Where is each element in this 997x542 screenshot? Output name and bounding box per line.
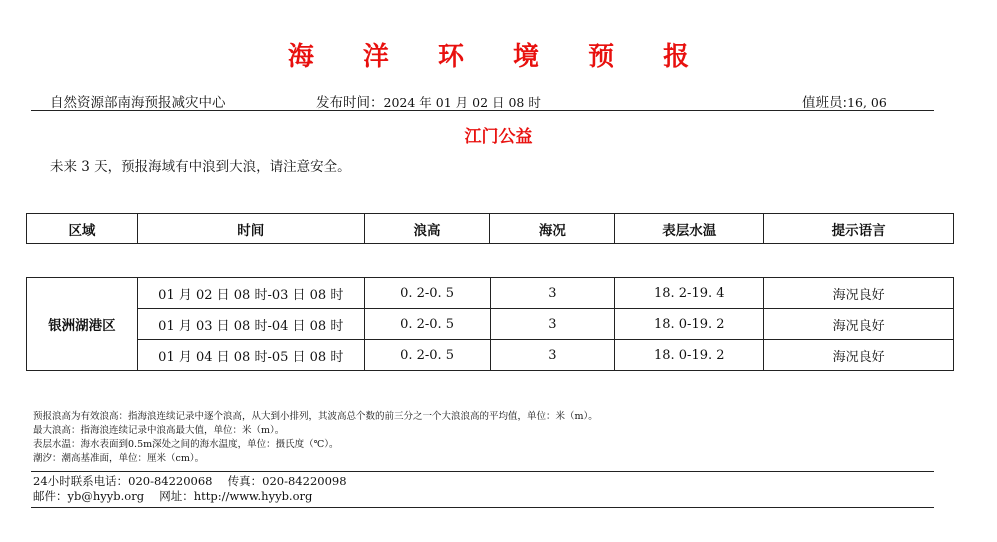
footnote-surface-temp: 表层水温：海水表面到0.5m深处之间的海水温度，单位：摄氏度（℃）。	[33, 439, 339, 450]
sea-state-cell: 3	[490, 340, 615, 371]
footnotes	[33, 410, 598, 466]
time-cell: 01 月 02 日 08 时-03 日 08 时	[137, 278, 364, 309]
duty-officer-colon: :	[842, 95, 848, 111]
issue-time-label: 发布时间	[316, 95, 370, 111]
location-subtitle: 江门公益	[464, 127, 533, 147]
contact-email-website: 邮件：yb@hyyb.org 网址：http://www.hyyb.org	[33, 489, 313, 503]
region-cell: 银洲湖港区	[27, 278, 138, 371]
footnote-wave-height: 预报浪高为有效浪高：指海浪连续记录中逐个浪高，从大到小排列，其波高总个数的前三分之一个大浪浪高的平均值，单位：米（m）。	[33, 411, 598, 422]
forecast-summary: 未来 3 天，预报海域有中浪到大浪，请注意安全。	[50, 159, 351, 175]
wave-height-cell: 0. 2-0. 5	[364, 278, 490, 309]
header-sea-state: 海况	[490, 214, 615, 244]
time-cell: 01 月 04 日 08 时-05 日 08 时	[137, 340, 364, 371]
issuing-organization: 自然资源部南海预报减灾中心	[50, 95, 226, 111]
footer-bottom-rule	[31, 507, 934, 508]
duty-officer-label: 值班员	[802, 95, 843, 111]
issue-time-value: 2024 年 01 月 02 日 08 时	[383, 95, 541, 110]
issue-time	[316, 91, 541, 111]
duty-officer-value: 16, 06	[847, 95, 887, 110]
sea-state-cell: 3	[490, 309, 615, 340]
issue-time-colon: ：	[370, 95, 384, 111]
forecast-table	[26, 277, 954, 371]
header-divider	[31, 110, 934, 111]
header-time: 时间	[137, 214, 364, 244]
table-row	[27, 278, 954, 309]
contact-phone-fax: 24小时联系电话：020-84220068 传真：020-84220098	[33, 474, 347, 488]
wave-height-cell: 0. 2-0. 5	[364, 340, 490, 371]
wave-height-cell: 0. 2-0. 5	[364, 309, 490, 340]
header-region: 区域	[27, 214, 138, 244]
header-advisory: 提示语言	[764, 214, 954, 244]
advisory-cell: 海况良好	[764, 278, 954, 309]
footnote-max-wave: 最大浪高：指海浪连续记录中浪高最大值，单位：米（m）。	[33, 425, 285, 436]
surface-temp-cell: 18. 0-19. 2	[615, 309, 764, 340]
page-title: 海 洋 环 境 预 报	[287, 42, 710, 72]
surface-temp-cell: 18. 0-19. 2	[615, 340, 764, 371]
advisory-cell: 海况良好	[764, 340, 954, 371]
table-row	[27, 309, 954, 340]
footnote-tide: 潮汐：潮高基准面，单位：厘米（cm）。	[33, 453, 205, 464]
table-row	[27, 340, 954, 371]
duty-officer	[802, 91, 887, 111]
contact-info	[33, 474, 347, 504]
sea-state-cell: 3	[490, 278, 615, 309]
header-wave-height: 浪高	[364, 214, 490, 244]
header-surface-temp: 表层水温	[615, 214, 764, 244]
footer-divider	[31, 471, 934, 472]
forecast-table-header	[26, 213, 954, 244]
time-cell: 01 月 03 日 08 时-04 日 08 时	[137, 309, 364, 340]
surface-temp-cell: 18. 2-19. 4	[615, 278, 764, 309]
advisory-cell: 海况良好	[764, 309, 954, 340]
